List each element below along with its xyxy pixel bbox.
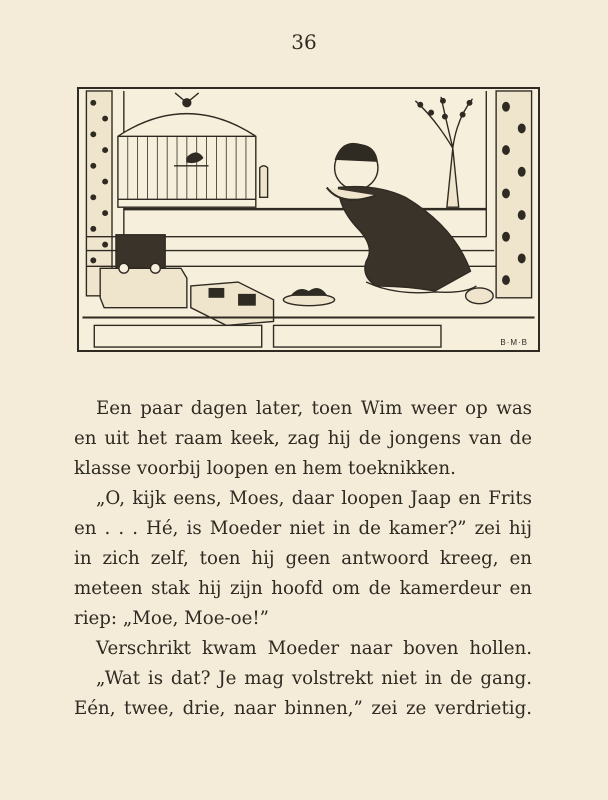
left-curtain bbox=[86, 91, 112, 296]
illustration-drawing bbox=[79, 89, 538, 350]
right-curtain bbox=[496, 91, 531, 298]
text-line: „O, kijk eens, Moes, daar loopen Jaap en Frits bbox=[96, 488, 532, 509]
text-line: Eén, twee, drie, naar binnen,” zei ze verdrietig. bbox=[74, 698, 532, 719]
text-line: Verschrikt kwam Moeder naar boven hollen. bbox=[96, 638, 532, 659]
illustration-boy-at-window bbox=[77, 87, 540, 352]
bird-cage bbox=[118, 93, 256, 207]
text-line: meteen stak hij zijn hoofd om de kamerdeur en bbox=[74, 578, 532, 599]
boy-figure bbox=[327, 143, 493, 304]
text-line: in zich zelf, toen hij geen antwoord kreeg, en bbox=[74, 548, 532, 569]
artist-signature: B·M·B bbox=[500, 338, 528, 347]
toy-box bbox=[100, 235, 187, 308]
text-line: riep: „Moe, Moe-oe!” bbox=[74, 608, 269, 629]
text-line: en . . . Hé, is Moeder niet in de kamer?” zei hij bbox=[74, 518, 532, 539]
text-line: „Wat is dat? Je mag volstrekt niet in de gang. bbox=[96, 668, 532, 689]
text-line: en uit het raam keek, zag hij de jongens van de bbox=[74, 428, 532, 449]
text-line: Een paar dagen later, toen Wim weer op was bbox=[96, 398, 532, 419]
text-line: klasse voorbij loopen en hem toeknikken. bbox=[74, 458, 456, 479]
story-text bbox=[74, 394, 532, 724]
page-number: 36 bbox=[291, 30, 317, 54]
